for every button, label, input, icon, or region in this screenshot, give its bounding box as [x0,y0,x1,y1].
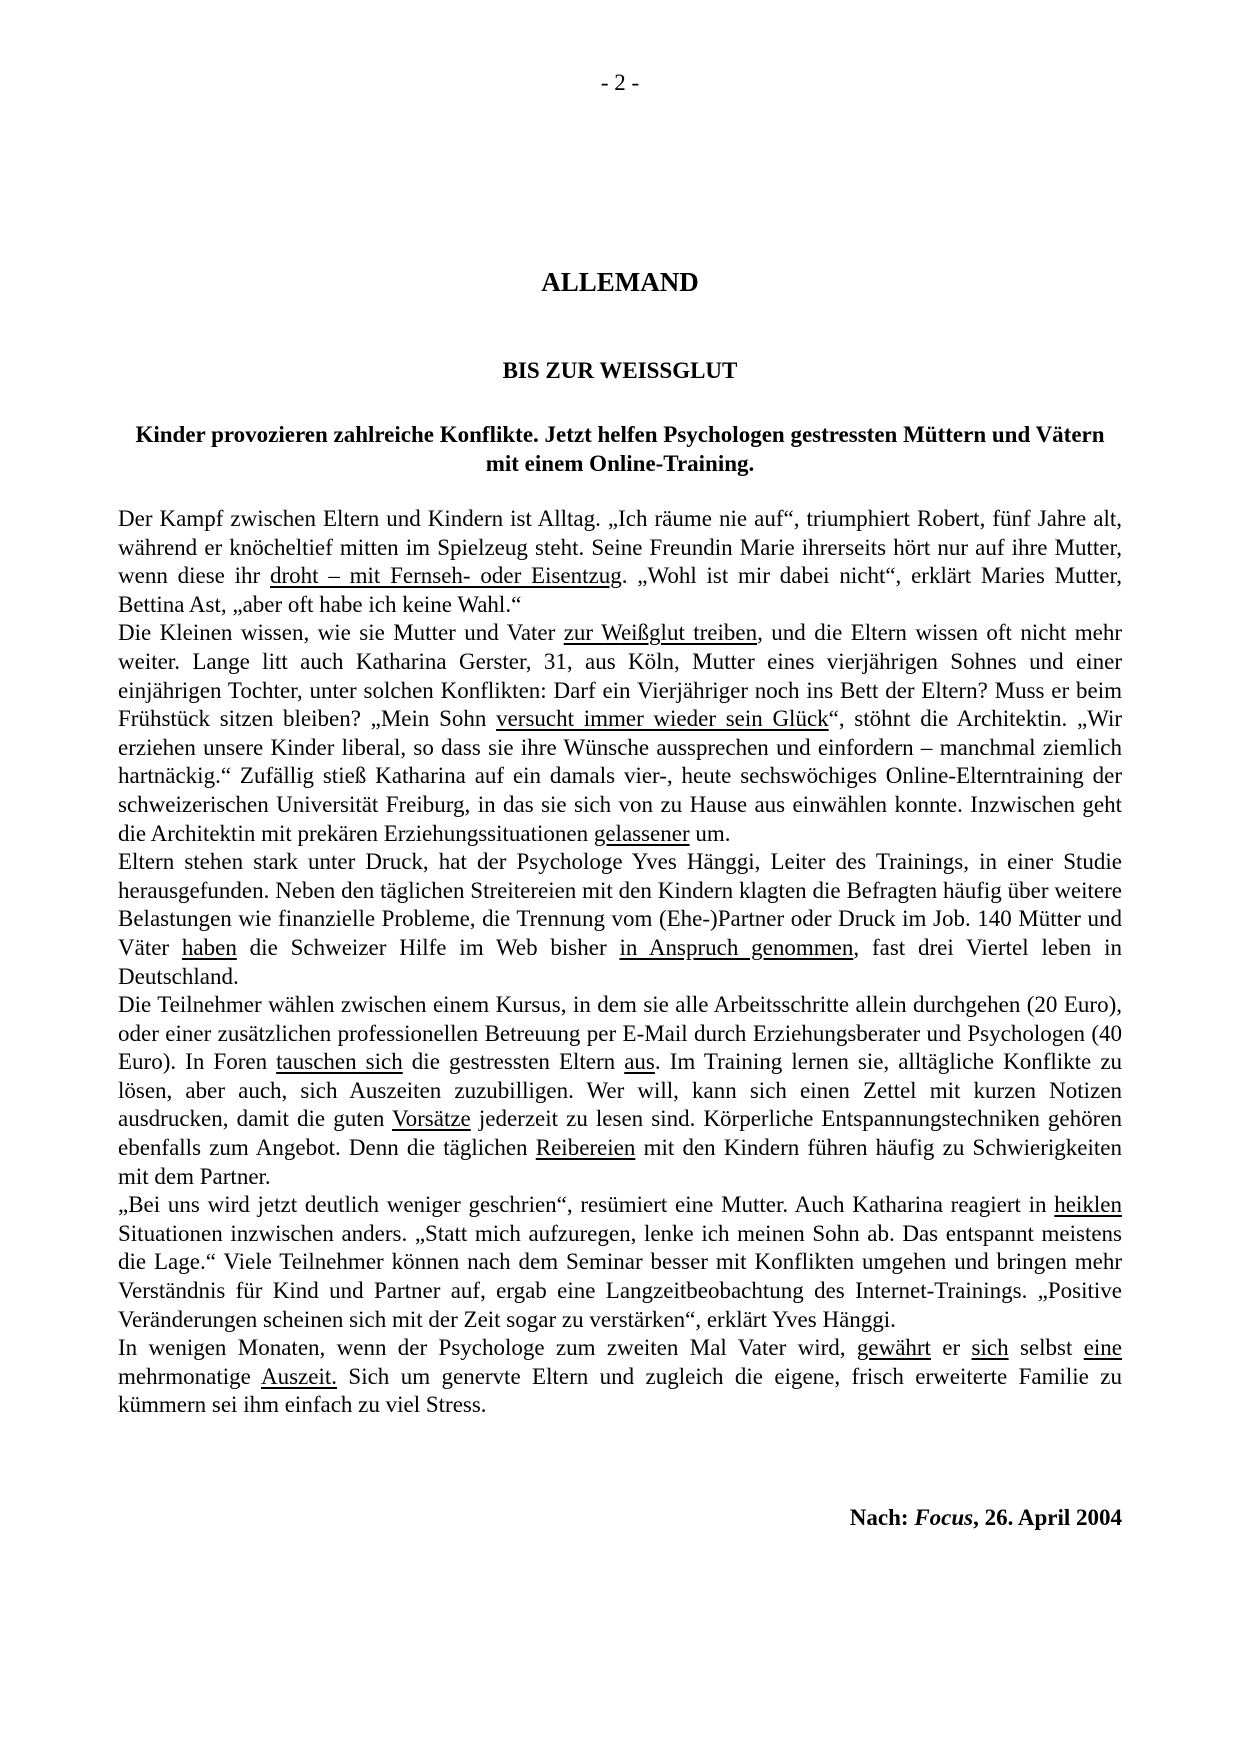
underlined-phrase: in Anspruch genommen [619,934,854,960]
underlined-phrase: gelassener [593,820,690,846]
text-segment: , fast drei Viertel leben in Deutschland. [118,934,1123,989]
text-segment: Der Kampf zwischen Eltern und Kindern ist Alltag. „Ich räume nie auf“, triumphiert Robert, fünf Jahre alt, während er knöcheltief mitten im Spielzeug steht. Seine Freundin Marie ihrerseits hört nur auf ihre Mutter, wenn diese ihr [118,506,1122,589]
source-citation [850,1505,1122,1531]
underlined-phrase: Vorsätze [392,1106,471,1132]
underlined-phrase: droht – mit Fernseh- oder Eisentzug [270,563,622,589]
text-segment: er [930,1335,972,1361]
source-date: , 26. April 2004 [973,1505,1122,1530]
underlined-phrase: heiklen [1054,1192,1122,1218]
text-segment: mehrmonatige [118,1363,261,1389]
underlined-phrase: tauschen sich [276,1049,403,1075]
text-segment: die gestressten Eltern [402,1049,625,1075]
source-publication: Focus [914,1505,974,1530]
underlined-phrase: versucht immer wieder sein Glück [496,706,829,732]
source-prefix: Nach: [849,1505,915,1530]
underlined-phrase: zur Weißglut treiben [563,620,758,646]
paragraph-4 [118,991,1122,1191]
text-segment: In wenigen Monaten, wenn der Psychologe zum zweiten Mal Vater wird, [118,1335,857,1361]
text-segment: , und die Eltern wissen oft nicht mehr weiter. Lange litt auch Katharina Gerster, 31, aus Köln, Mutter eines vierjährigen Sohnes und einer einjährigen Tochter, unter solchen Konflikten: Darf ein Vierjähriger noch ins Bett der Eltern? Muss er beim Frühstück sitzen bleiben? „Mein Sohn [118,620,1123,732]
article-lead: Kinder provozieren zahlreiche Konflikte. Jetzt helfen Psychologen gestressten Müttern und Vätern mit einem Online-Training. [135,422,1105,476]
underlined-phrase: eine [1083,1335,1122,1361]
text-segment: um. [689,820,731,846]
text-segment: selbst [1008,1335,1084,1361]
underlined-phrase: gewährt [856,1335,931,1361]
text-segment: die Schweizer Hilfe im Web bisher [236,934,620,960]
paragraph-5 [118,1191,1122,1334]
text-segment: jederzeit zu lesen sind. Körperliche Entspannungstechniken gehören ebenfalls zum Angebot. Denn die täglichen [118,1106,1122,1161]
page-number: - 2 - [600,70,640,95]
text-segment: mit den Kindern führen häufig zu Schwierigkeiten mit dem Partner. [118,1135,1122,1189]
text-segment: “, stöhnt die Architektin. „Wir erziehen unsere Kinder liberal, so dass sie ihre Wünsche aussprechen und einfordern – manchmal ziemlich hartnäckig.“ Zufällig stieß Katharina auf ein damals vier-, heute sechswöchiges Online-Elterntraining der schweizerischen Universität Freiburg, in das sie sich von zu Hause aus einwählen konnte. Inzwischen geht die Architektin mit prekären Erziehungssituationen [118,706,1122,846]
paragraph-6 [118,1334,1122,1420]
subject-title: ALLEMAND [541,267,699,297]
underlined-phrase: sich [971,1335,1009,1361]
text-segment: Sich um genervte Eltern und zugleich die eigene, frisch erweiterte Familie zu kümmern sei ihm einfach zu viel Stress. [118,1363,1123,1418]
text-segment: Situationen inzwischen anders. „Statt mich aufzuregen, lenke ich meinen Sohn ab. Das entspannt meistens die Lage.“ Viele Teilnehmer können nach dem Seminar besser mit Konflikten umgehen und bringen mehr Verständnis für Kind und Partner auf, ergab eine Langzeitbeobachtung des Internet-Trainings. „Positive Veränderungen scheinen sich mit der Zeit sogar zu verstärken“, erklärt Yves Hänggi. [118,1220,1122,1332]
text-segment: „Bei uns wird jetzt deutlich weniger geschrien“, resümiert eine Mutter. Auch Katharina reagiert in [118,1192,1055,1218]
article-body [118,505,1122,1420]
underlined-phrase: haben [181,934,237,960]
text-segment: . Im Training lernen sie, alltägliche Konflikte zu lösen, aber auch, sich Auszeiten zuzubilligen. Wer will, kann sich einen Zettel mit kurzen Notizen ausdrucken, damit die guten [118,1049,1123,1132]
text-segment: Die Kleinen wissen, wie sie Mutter und Vater [118,620,564,646]
text-segment: Die Teilnehmer wählen zwischen einem Kursus, in dem sie alle Arbeitsschritte allein durchgehen (20 Euro), oder einer zusätzlichen professionellen Betreuung per E-Mail durch Erziehungsberater und Psychologen (40 Euro). In Foren [118,992,1122,1075]
paragraph-3 [118,848,1122,991]
paragraph-1 [118,505,1122,619]
underlined-phrase: aus [624,1049,655,1075]
text-segment: Eltern stehen stark unter Druck, hat der Psychologe Yves Hänggi, Leiter des Trainings, in einer Studie herausgefunden. Neben den täglichen Streitereien mit den Kindern klagten die Befragten häufig über weitere Belastungen wie finanzielle Probleme, die Trennung vom (Ehe-)Partner oder Druck im Job. 140 Mütter und Väter [118,849,1122,960]
underlined-phrase: Auszeit. [260,1363,337,1389]
article-title: BIS ZUR WEISSGLUT [502,358,738,383]
text-segment: . „Wohl ist mir dabei nicht“, erklärt Maries Mutter, Bettina Ast, „aber oft habe ich keine Wahl.“ [118,563,1122,617]
paragraph-2 [118,619,1122,848]
underlined-phrase: Reibereien [535,1135,636,1161]
